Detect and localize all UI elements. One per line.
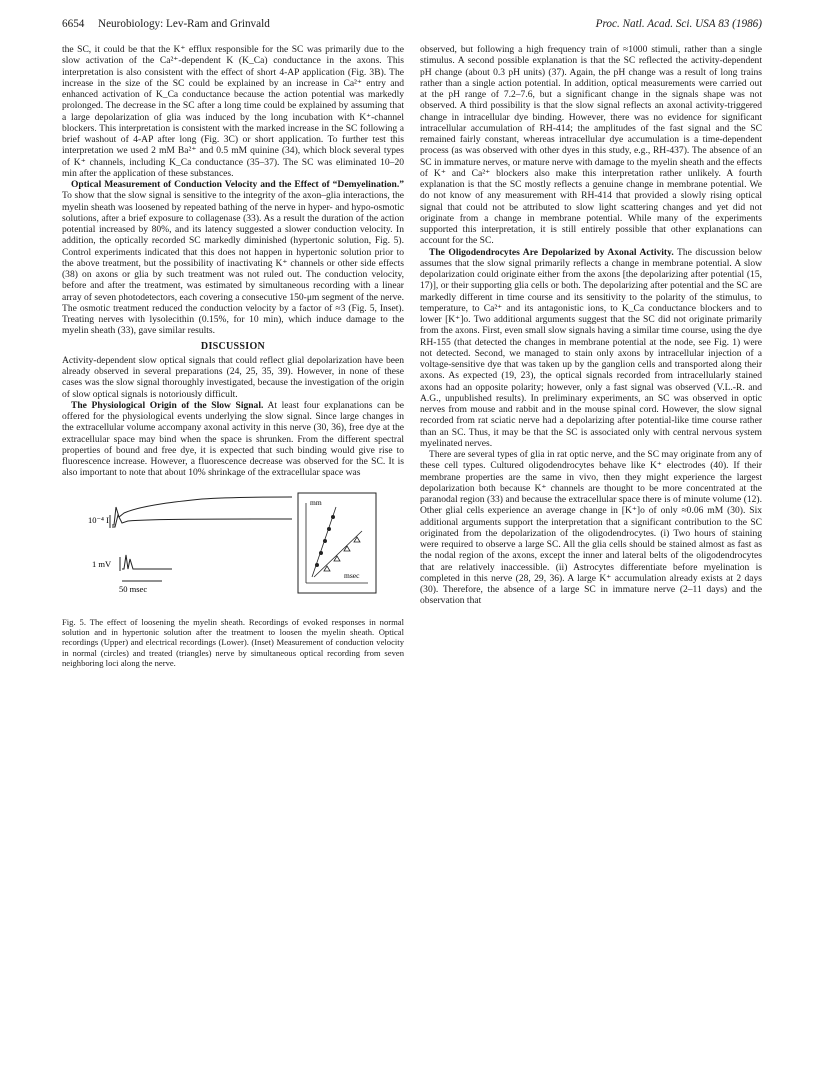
paragraph: observed, but following a high frequency train of ≈1000 stimuli, rather than a single stimulus. A second possible explanation is that the SC reflected the activity-dependent pH change (about 0.3 pH units) (37). Again, the pH change was a result of long trains rather than a single action potential. In addition, optical measurements were carried out at the pH range of 7.2–7.6, but a significant change in the signals shape was not observed. A third possibility is that the slow signal reflects an axonal activity-triggered change in intracellular dye binding. However, there was no evidence for significant intracellular accumulation of RH-414; the amplitudes of the fast signal and the SC remained fairly constant, whereas intracellular dye accumulation is a time-dependent process (as was observed with other dyes in this study, e.g., RH-437). The absence of an SC in immature nerves, or mature nerve with damage to the myelin sheath and the effects of K⁺ and Ca²⁺ blockers also make this interpretation rather unlikely. A fourth explanation is that the SC mostly reflects a genuine change in membrane potential. We do not know of any measurement with RH-414 that provided a slowly rising optical signal that could not be attributed to slow light scattering changes and yet did not originate from a change in membrane potential. While many of the experiments supported this interpretation, it is still entirely possible that other explanations can account for the SC.: [420, 44, 762, 247]
journal-citation: Proc. Natl. Acad. Sci. USA 83 (1986): [595, 18, 762, 30]
paragraph-text: At least four explanations can be offered for the physiological events underlying the slow signal. Since large changes in the extracellular volume accompany axonal activity in this nerve (30, 36), free dye at the extracellular space may bind when the space is shrunken. From the different spectral properties of bound and free dye, it is expected that such binding would give rise to fluorescence increase. However, a fluorescence decrease was observed for the SC. It is also important to note that about 10% shrinkage of the extracellular space was: [62, 399, 404, 479]
data-point-treated: [344, 546, 350, 551]
optical-trace-treated: [112, 515, 292, 527]
data-point-normal: [315, 563, 319, 567]
paragraph: [420, 247, 762, 450]
paragraph-text: To show that the slow signal is sensitive to the integrity of the axon–glia interactions, the myelin sheath was loosened by repeated bathing of the nerve in hyper- and hypo-osmotic solutions, after a brief exposure to collagenase (33). As a result the duration of the action potential increased by 80%, and its latency suggested a slower conduction velocity. In addition, the optically recorded SC markedly diminished (hypertonic solution, Fig. 5). Control experiments indicated that this does not happen in hypertonic solution prior to the above treatment, but the possibility of inactivating K⁺ channels or other side effects (38) on axons or glia by such treatment was not ruled out. The conduction velocity, before and after the treatment, was estimated by simultaneous recording with a linear array of seven photodetectors, each covering a consecutive 150-μm segment of the nerve. The osmotic treatment reduced the conduction velocity by a factor of ≈3 (Fig. 5, Inset). Treating nerves with lysolecithin (0.15%, for 10 min), which induce damage to the myelin sheath (33), gave similar results.: [62, 190, 404, 337]
inset-y-label: mm: [310, 497, 322, 507]
figure-5-graphic: [62, 485, 404, 617]
figure-caption: [62, 617, 404, 669]
right-column: [420, 44, 762, 607]
inset-frame: [298, 493, 376, 593]
time-scale-label: 50 msec: [119, 583, 148, 594]
data-point-normal: [323, 539, 327, 543]
paragraph: the SC, it could be that the K⁺ efflux responsible for the SC was primarily due to the slow activation of the Ca²⁺-dependent K (K_Ca) conductance in the axons. This interpretation is also consistent with the effect of short 4-AP application (Fig. 3B). The increase in the size of the SC could be explained by an increase in Ca²⁺ entry and enhanced activation of K_Ca conductance because the action potential was markedly prolonged. The decrease in the SC after a long time could be explained by assuming that a large depolarization of glia was induced by the long incubation with K⁺-channel blockers. This interpretation is consistent with the marked increase in the SC following a brief washout of 4-AP after long (Fig. 3C) or short application. To further test this interpretation we used 2 mM Ba²⁺ and 0.5 mM quinine (34), which block several types of K⁺ channels, including K_Ca conductance (35–37). The SC was eliminated 10–20 min after the application of these substances.: [62, 44, 404, 179]
section-heading: DISCUSSION: [200, 340, 266, 352]
paragraph-text: The discussion below assumes that the slow signal primarily reflects a change in membrane potential. A slow depolarization could originate either from the axons [the depolarizing after potential (15, 17)], or their supporting glia cells or both. The depolarizing after potential and the SC are markedly different in time course and its sensitivity to the polarity of the stimulus, to temperature, to Ca²⁺ and its antagonistic ions, to K_Ca conductance blockers and to lower [K⁺]o. Two additional arguments suggest that the SC did not originate primarily from the axons. First, even small slow signals having a similar time course, using the dye RH-155 (that detected the changes in membrane potential at the node, see Fig. 1) were not detected. Second, we managed to stain only axons by intracellular injection of a voltage-sensitive dye that was taken up by the ganglion cells and transported along their axons. As expected (19, 23), the optical signals recorded from intracellularly stained axons had an opposite polarity; however, only a fast signal was observed (V.L.-R. and A.G., unpublished results). In preliminary experiments, an SC was observed in optic nerves from mouse and rabbit and in the mouse spinal cord. However, the slow signal recorded from rat sciatic nerve had a depolarizing after potential-like time course rather than an SC. Thus, it may be that the SC is associated only with central nervous system myelinated nerves.: [420, 246, 762, 449]
paragraph: There are several types of glia in rat optic nerve, and the SC may originate from any of these cell types. Cultured oligodendrocytes behave like K⁺ electrodes (40). If their membrane properties are the same in vivo, then they might experience the largest depolarization both because K⁺ channels are thought to be more concentrated at the paranodal region (33) and because the extracellular space there is of minute volume (12). Other glial cells experience an average change in [K⁺]o of only ≈0.06 mM (30). Six additional arguments support the interpretation that a significant contribution to the SC originated from the depolarization of the oligodendrocytes. (i) Two hours of staining were required to observe a large SC. All the glia cells should be stained almost as fast as the nodal region of the axons, except the inner and lateral belts of the oligodendrocytes that are relatively inaccessible. (ii) Astrocytes differentiate before myelination is completed in this nerve (28, 29, 36). A large K⁺ accumulation already exists at 2 days (30). Therefore, the absence of a large SC in immature nerve (2–11 days) and the observation that: [420, 449, 762, 607]
run-in-heading: The Physiological Origin of the Slow Signal.: [71, 399, 264, 411]
paragraph: [62, 400, 404, 479]
data-point-normal: [327, 527, 331, 531]
caption-label: Fig. 5.: [62, 616, 86, 627]
inset-triangle-markers: [324, 537, 360, 571]
running-title: Neurobiology: Lev-Ram and Grinvald: [98, 18, 270, 30]
run-in-heading: Optical Measurement of Conduction Velocity and the Effect of “Demyelination.”: [71, 179, 404, 190]
electrical-trace: [122, 555, 172, 569]
run-in-heading: The Oligodendrocytes Are Depolarized by Axonal Activity.: [429, 246, 674, 258]
electrical-scale-label: 1 mV: [92, 558, 112, 569]
data-point-normal: [319, 551, 323, 555]
left-column: [62, 44, 404, 669]
paragraph: [62, 179, 404, 337]
paragraph: Activity-dependent slow optical signals that could reflect glial depolarization have been already observed in several preparations (24, 25, 35, 39). However, in none of these cases was the slow signal thoroughly investigated, because the investigation of the origin of slow optical signals is notoriously difficult.: [62, 354, 404, 400]
optical-scale-label: 10⁻⁴ I: [88, 514, 109, 525]
page-header: [62, 18, 762, 34]
inset-x-label: msec: [344, 570, 360, 580]
data-point-normal: [331, 515, 335, 519]
caption-text: The effect of loosening the myelin sheath. Recordings of evoked responses in normal solution and in hypertonic solution after the treatment to loosen the myelin sheath. Optical recordings (Upper) and electrical recordings (Lower). (Inset) Measurement of conduction velocity in normal (circles) and treated (triangles) nerve by simultaneous optical recording from seven neighboring loci along the nerve.: [62, 616, 404, 669]
figure-5: [62, 485, 404, 617]
page-number: 6654: [62, 18, 85, 30]
